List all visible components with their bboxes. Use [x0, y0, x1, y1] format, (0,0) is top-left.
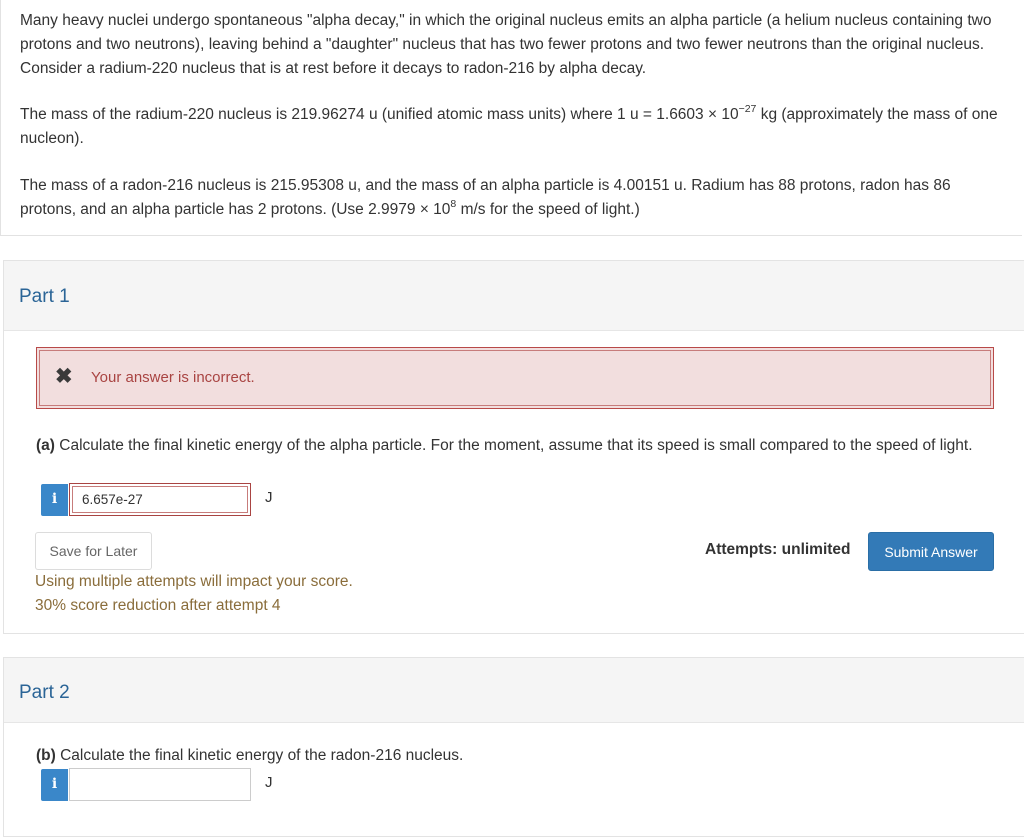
- info-icon[interactable]: i: [41, 769, 68, 801]
- question-a: [36, 434, 998, 457]
- radon-text-after: m/s for the speed of light.): [456, 201, 640, 218]
- close-icon: ✖: [55, 365, 73, 388]
- alert-message: Your answer is incorrect.: [91, 369, 255, 386]
- problem-statement: [0, 0, 1022, 236]
- part-1-header: [4, 261, 1024, 331]
- problem-mass-info: [20, 103, 1005, 151]
- score-reduction-note: 30% score reduction after attempt 4: [35, 597, 281, 614]
- incorrect-alert: [36, 347, 994, 409]
- part-2-header: [4, 658, 1024, 723]
- radon-exponent: 8: [450, 197, 457, 210]
- unit-label-a: J: [265, 489, 273, 506]
- answer-input-b[interactable]: [69, 768, 251, 801]
- question-a-text: Calculate the final kinetic energy of the alpha particle. For the moment, assume that its speed is small compared to the speed of light.: [54, 437, 973, 454]
- attempts-label: Attempts: unlimited: [705, 541, 851, 558]
- answer-input-a[interactable]: [69, 483, 251, 516]
- unit-label-b: J: [265, 774, 273, 791]
- attempts-warning: Using multiple attempts will impact your score.: [35, 573, 353, 590]
- question-b-text: Calculate the final kinetic energy of the radon-216 nucleus.: [55, 747, 464, 764]
- part-1-panel: [3, 260, 1024, 634]
- part-1-title: Part 1: [19, 286, 70, 307]
- mass-exponent: −27: [738, 102, 757, 115]
- radon-text-before: The mass of a radon-216 nucleus is 215.95308 u, and the mass of an alpha particle is 4.00151 u. Radium has 88 protons, radon has 86 protons, and an alpha particle has 2 protons. (Use 2.9979 × 10: [20, 177, 951, 218]
- problem-radon-info: [20, 174, 1005, 222]
- submit-answer-button[interactable]: Submit Answer: [868, 532, 994, 571]
- mass-text-before: The mass of the radium-220 nucleus is 219.96274 u (unified atomic mass units) where 1 u = 1.6603 × 10: [20, 106, 739, 123]
- part-2-title: Part 2: [19, 682, 70, 703]
- problem-intro: Many heavy nuclei undergo spontaneous "alpha decay," in which the original nucleus emits an alpha particle (a helium nucleus containing two protons and two neutrons), leaving behind a "daughter" nucleus that has two fewer protons and two fewer neutrons than the original nucleus. Consider a radium-220 nucleus that is at rest before it decays to radon-216 by alpha decay.: [20, 12, 992, 77]
- info-icon[interactable]: i: [41, 484, 68, 516]
- question-b-label: (b): [36, 747, 56, 764]
- part-2-panel: [3, 657, 1024, 837]
- mass-text-after: kg (approximately the mass of one nucleon).: [20, 106, 998, 147]
- question-b: [36, 744, 998, 767]
- question-a-label: (a): [36, 437, 55, 454]
- save-for-later-button[interactable]: Save for Later: [35, 532, 152, 570]
